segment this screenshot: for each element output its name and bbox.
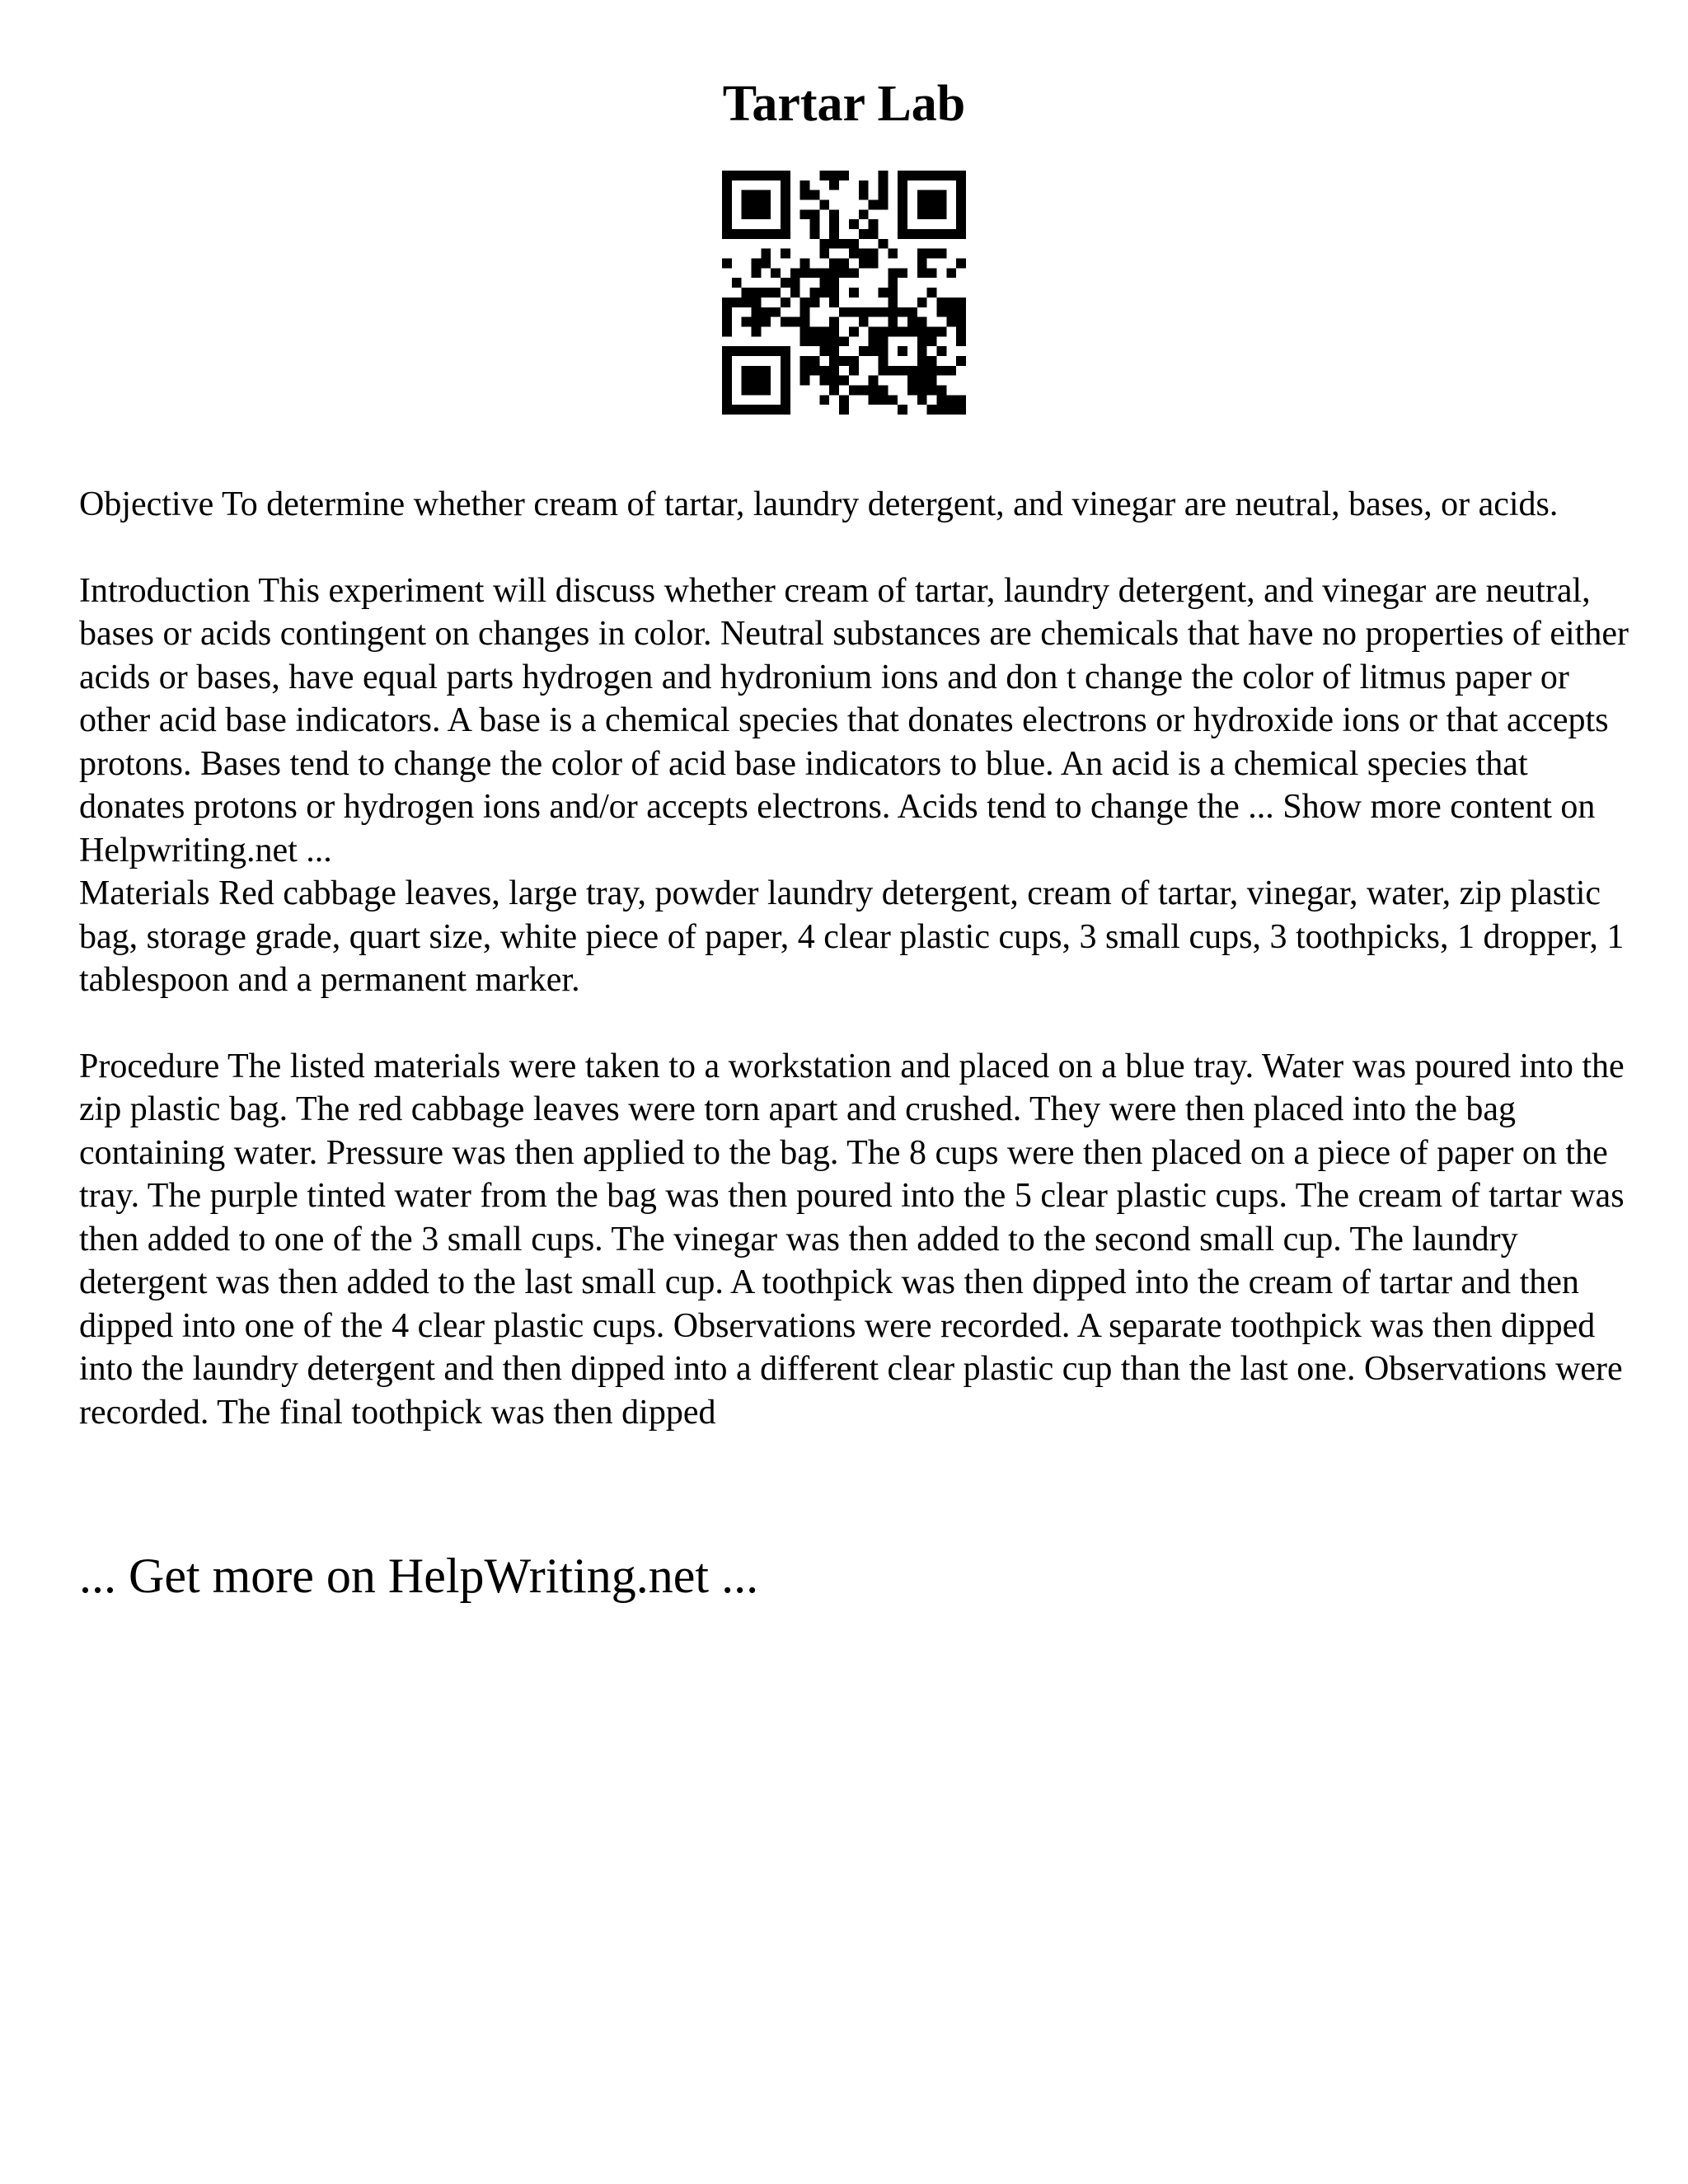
qr-code-icon bbox=[722, 171, 966, 415]
paragraph-spacer bbox=[79, 527, 1629, 569]
get-more-link[interactable]: ... Get more on HelpWriting.net ... bbox=[79, 1549, 759, 1603]
procedure-paragraph: Procedure The listed materials were taken to a workstation and placed on a blue tray. Water was poured into the zip plastic bag. The red cabbage leaves were torn apart and crushed. They were then placed into the bag containing water. Pressure was then applied to the bag. The 8 cups were then placed on a piece of paper on the tray. The purple tinted water from the bag was then poured into the 5 clear plastic cups. The cream of tartar was then added to one of the 3 small cups. The vinegar was then added to the second small cup. The laundry detergent was then added to the last small cup. A toothpick was then dipped into the cream of tartar and then dipped into one of the 4 clear plastic cups. Observations were recorded. A separate toothpick was then dipped into the laundry detergent and then dipped into a different clear plastic cup than the last one. Observations were recorded. The final toothpick was then dipped bbox=[79, 1047, 1625, 1432]
document-body bbox=[79, 483, 1629, 1434]
objective-paragraph: Objective To determine whether cream of tartar, laundry detergent, and vinegar are neutral, bases, or acids. bbox=[79, 485, 1559, 523]
introduction-paragraph: Introduction This experiment will discuss whether cream of tartar, laundry detergent, and vinegar are neutral, bases or acids contingent on changes in color. Neutral substances are chemicals that have no properties of either acids or bases, have equal parts hydrogen and hydronium ions and don t change the color of litmus paper or other acid base indicators. A base is a chemical species that donates electrons or hydroxide ions or that accepts protons. Bases tend to change the color of acid base indicators to blue. An acid is a chemical species that donates protons or hydrogen ions and/or accepts electrons. Acids tend to change the ... Show more content on Helpwriting.net ... bbox=[79, 571, 1629, 869]
paragraph-spacer bbox=[79, 1002, 1629, 1045]
materials-paragraph: Materials Red cabbage leaves, large tray, powder laundry detergent, cream of tartar, vinegar, water, zip plastic bag, storage grade, quart size, white piece of paper, 4 clear plastic cups, 3 small cups, 3 toothpicks, 1 dropper, 1 tablespoon and a permanent marker. bbox=[79, 874, 1625, 999]
page-title: Tartar Lab bbox=[722, 75, 966, 132]
